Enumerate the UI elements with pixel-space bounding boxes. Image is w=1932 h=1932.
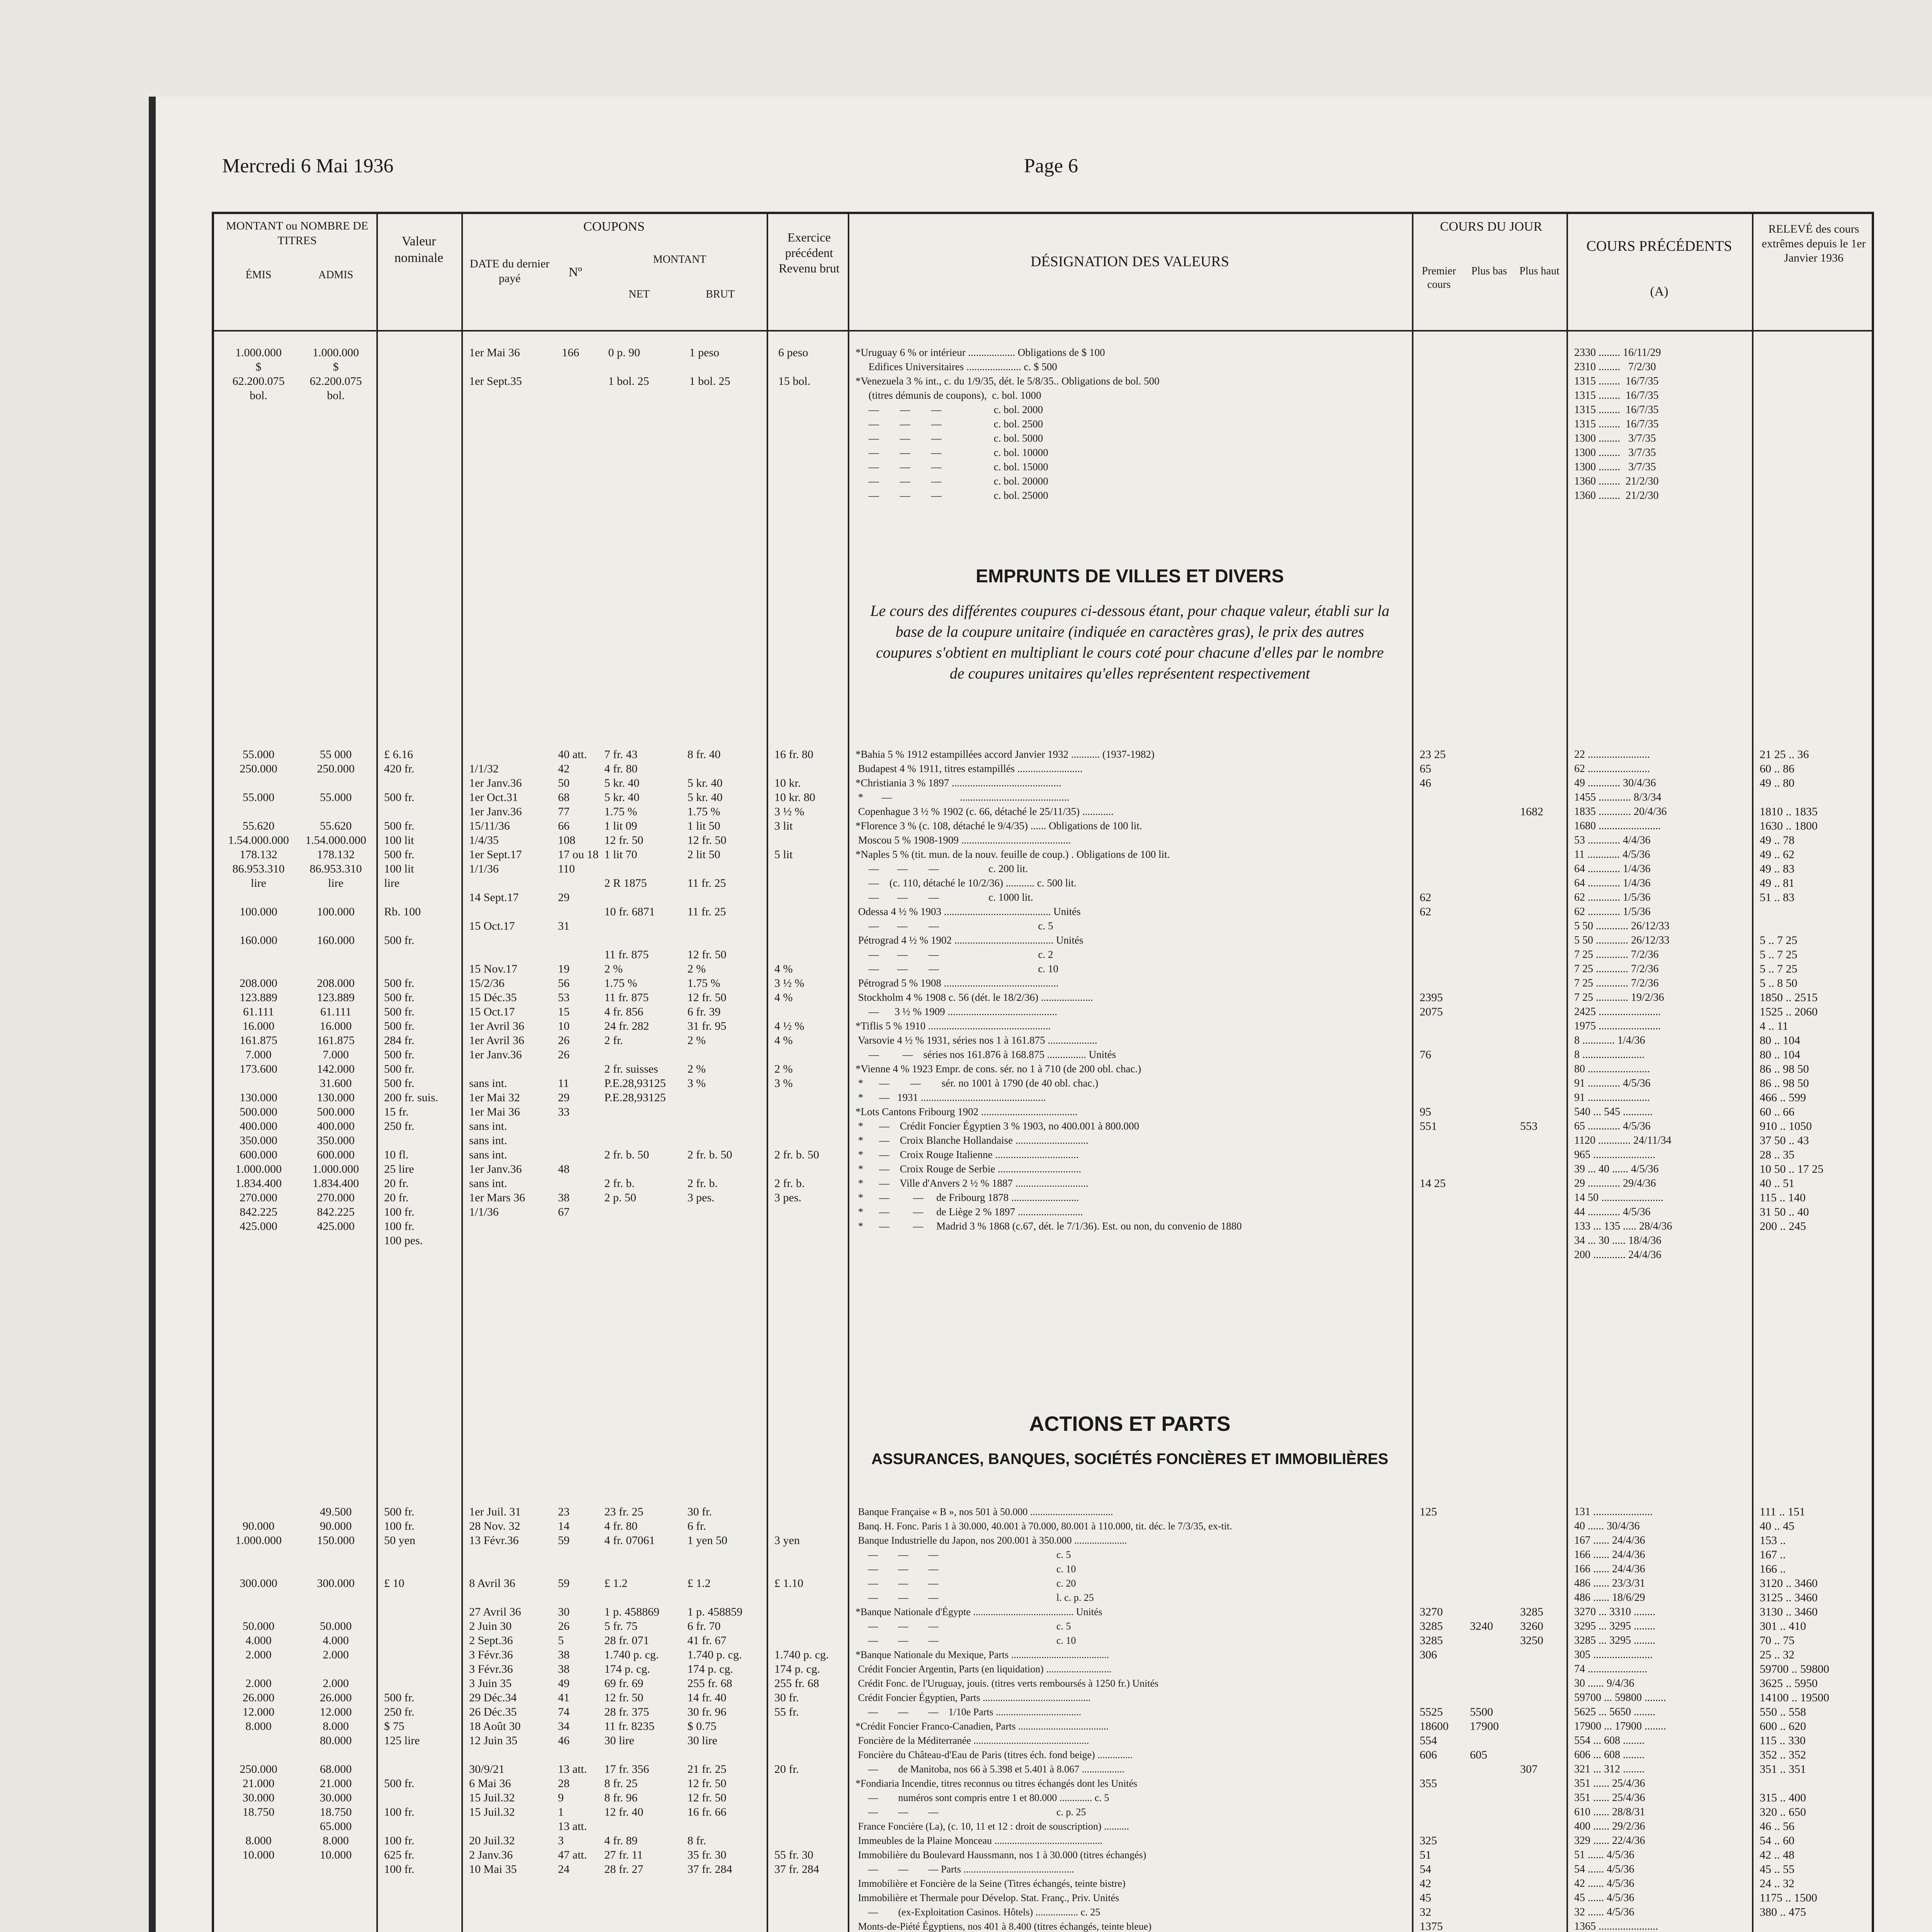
col-releve: RELEVÉ des cours extrêmes depuis le 1er Janvier 1936 (1762, 223, 1866, 264)
col-montant: MONTANT ou NOMBRE DE TITRES (226, 219, 368, 247)
col-rule (376, 214, 378, 1932)
block2-designation: *Bahia 5 % 1912 estampillées accord Janvier 1932 ........... (1937-1982) Budapest 4 % 1911, titres estampillés ......................... *Christiania 3 % 1897 .......................................... * — .......................................... Copenhague 3 ½ % 1902 (c. 66, détaché le 25/11/35) ............ *Florence 3 % (c. 108, détaché le 9/4/35) ...... Obligations de 100 lit. Moscou 5 % 1908-1909 .......................................... *Naples 5 % (tit. mun. de la nouv. feuille de coup.) . Obligations de 100 lit. — — — c. 200 lit. — (c. 110, détaché le 10/2/36) ........... c. 500 lit. — — — c. 1000 lit. Odessa 4 ½ % 1903 ......................................... Unités — — — c. 5 Pétrograd 4 ½ % 1902 ...................................... Unités — — — c. 2 — — — c. 10 Pétrograd 5 % 1908 ............................................ Stockholm 4 % 1908 c. 56 (dét. le 18/2/36) .................... — 3 ½ % 1909 .......................................... *Tiflis 5 % 1910 ............................................... Varsovie 4 ½ % 1931, séries nos 1 à 161.875 ................... — — séries nos 161.876 à 168.875 ............... Unités *Vienne 4 % 1923 Empr. de cons. sér. no 1 à 710 (de 200 obl. chac.) * — — sér. no 1001 à 1790 (de 40 obl. chac.) * — 1931 ................................................ *Lots Cantons Fribourg 1902 ..................................... * — Crédit Foncier Égyptien 3 % 1903, no 400.001 à 800.000 * — Croix Blanche Hollandaise ............................ * — Croix Rouge Italienne ................................ * — Croix Rouge de Serbie ................................ * — Ville d'Anvers 2 ½ % 1887 ............................ * — — de Fribourg 1878 .......................... * — — de Liège 2 % 1897 ......................... * — — Madrid 3 % 1868 (c.67, dét. le 7/1/36). Est. ou non, du convenio de 1880 (855, 748, 1242, 1232)
block3-date: 1er Juil. 31 28 Nov. 32 13 Févr.36 8 Avril 36 27 Avril 36 2 Juin 30 2 Sept.36 3 Févr.36 3 Févr.36 3 Juin 35 29 Déc.34 26 Déc.35 18 Août 30 12 Juin 35 30/9/21 6 Mai 36 15 Juil.32 15 Juil.32 20 Juil.32 2 Janv.36 10 Mai 35 (469, 1505, 521, 1876)
col-rule (1566, 214, 1568, 1932)
col-coupons: COUPONS (583, 219, 645, 234)
col-designation: DÉSIGNATION DES VALEURS (1031, 253, 1229, 270)
block2-net: 7 fr. 43 4 fr. 80 5 kr. 40 5 kr. 40 1.75 % 1 lit 09 12 fr. 50 1 lit 70 2 R 1875 10 fr. 6871 11 fr. 875 2 % 1.75 % 11 fr. 875 4 fr. 856 24 fr. 282 2 fr. 2 fr. suisses P.E.28,93125 P.E.28,93125 2 fr. b. 50 2 fr. b. 2 p. 50 (604, 748, 666, 1204)
block2-date: 1/1/32 1er Janv.36 1er Oct.31 1er Janv.36 15/11/36 1/4/35 1er Sept.17 1/1/36 14 Sept.17 15 Oct.17 15 Nov.17 15/2/36 15 Déc.35 15 Oct.17 1er Avril 36 1er Avril 36 1er Janv.36 sans int. 1er Mai 32 1er Mai 36 sans int. sans int. sans int. 1er Janv.36 sans int. 1er Mars 36 1/1/36 (469, 762, 525, 1218)
page-date: Mercredi 6 Mai 1936 (222, 155, 394, 177)
col-net: NET (628, 288, 650, 300)
block1-prec: 2330 ........ 16/11/29 2310 ........ 7/2/30 1315 ........ 16/7/35 1315 ........ 16/7/35 1315 ........ 16/7/35 1315 ........ 16/7/35 1300 ........ 3/7/35 1300 ........ 3/7/35 1300 ........ 3/7/35 1360 ........ 21/2/30 1360 ........ 21/2/30 (1574, 347, 1661, 502)
block1-admis: 1.000.000 $ 62.200.075 bol. (310, 346, 362, 402)
block1-net: 0 p. 90 1 bol. 25 (608, 346, 649, 388)
col-plus-haut: Plus haut (1519, 265, 1560, 277)
block2-exercice: 16 fr. 80 10 kr. 10 kr. 80 3 ½ % 3 lit 5 lit 4 % 3 ½ % 4 % 4 ½ % 4 % 2 % 3 % 2 fr. b. 50 2 fr. b. 3 pes. (774, 748, 819, 1204)
page-number: Page 6 (1024, 155, 1078, 177)
section-actions: ACTIONS ET PARTS (1029, 1412, 1231, 1435)
block3-releve: 111 .. 151 40 .. 45 153 .. 167 .. 166 .. 3120 .. 3460 3125 .. 3460 3130 .. 3460 301 .. 410 70 .. 75 25 .. 32 59700 .. 59800 3625 .. 5950 14100 .. 19500 550 .. 558 600 .. 620 115 .. 330 352 .. 352 351 .. 351 315 .. 400 320 .. 650 46 .. 56 54 .. 60 42 .. 48 45 .. 55 24 .. 32 1175 .. 1500 380 .. 475 (1760, 1505, 1829, 1918)
col-no: Nº (568, 265, 582, 279)
block3-brut: 30 fr. 6 fr. 1 yen 50 £ 1.2 1 p. 458859 6 fr. 70 41 fr. 67 1.740 p. cg. 174 p. cg. 255 fr. 68 14 fr. 40 30 fr. 96 $ 0.75 30 lire 21 fr. 25 12 fr. 50 12 fr. 50 16 fr. 66 8 fr. 35 fr. 30 37 fr. 284 (687, 1505, 743, 1876)
col-cours-prec: COURS PRÉCÉDENTS (1586, 238, 1732, 254)
block3-admis: 49.500 90.000 150.000 300.000 50.000 4.000 2.000 2.000 26.000 12.000 8.000 80.000 68.000 21.000 30.000 18.750 65.000 8.000 10.000 (317, 1505, 355, 1861)
block3-premier: 125 3270 3285 3285 306 5525 18600 554 606 355 325 51 54 42 45 32 1375 (1420, 1505, 1449, 1932)
block2-emis: 55.000 250.000 55.000 55.620 1.54.000.000 178.132 86.953.310 lire 100.000 160.000 208.000 123.889 61.111 16.000 161.875 7.000 173.600 130.000 500.000 400.000 350.000 600.000 1.000.000 1.834.400 270.000 842.225 425.000 (228, 748, 289, 1233)
col-rule (461, 214, 463, 1932)
col-rule (848, 214, 849, 1932)
col-cours-prec-a: (A) (1650, 284, 1668, 299)
col-admis: ADMIS (318, 269, 354, 281)
block1-emis: 1.000.000 $ 62.200.075 bol. (232, 346, 285, 402)
block2-releve: 21 25 .. 36 60 .. 86 49 .. 80 1810 .. 1835 1630 .. 1800 49 .. 78 49 .. 62 49 .. 83 49 .. 81 51 .. 83 5 .. 7 25 5 .. 7 25 5 .. 7 25 5 .. 8 50 1850 .. 2515 1525 .. 2060 4 .. 11 80 .. 104 80 .. 104 86 .. 98 50 86 .. 98 50 466 .. 599 60 .. 66 910 .. 1050 37 50 .. 43 28 .. 35 10 50 .. 17 25 40 .. 51 115 .. 140 31 50 .. 40 200 .. 245 (1760, 748, 1823, 1233)
block3-emis: 90.000 1.000.000 300.000 50.000 4.000 2.000 2.000 26.000 12.000 8.000 250.000 21.000 30.000 18.750 8.000 10.000 (235, 1520, 282, 1861)
col-rule (1752, 214, 1753, 1932)
block2-premier: 23 25 65 46 62 62 2395 2075 76 95 551 14 25 (1420, 748, 1446, 1190)
block1-no: 166 (562, 346, 579, 359)
col-montant-coupon: MONTANT (653, 253, 706, 265)
col-exercice: Exercice précédent Revenu brut (779, 230, 840, 275)
block2-haut: 1682 553 (1520, 805, 1543, 1133)
quotation-table (212, 212, 1874, 1932)
block1-exercice: 6 peso 15 bol. (778, 346, 811, 388)
block3-bas: 3240 5500 17900 605 (1470, 1620, 1499, 1761)
block2-brut: 8 fr. 40 5 kr. 40 5 kr. 40 1.75 % 1 lit 50 12 fr. 50 2 lit 50 11 fr. 25 11 fr. 25 12 fr. 50 2 % 1.75 % 12 fr. 50 6 fr. 39 31 fr. 95 2 % 2 % 3 % 2 fr. b. 50 2 fr. b. 3 pes. (687, 748, 732, 1204)
block3-no: 23 14 59 59 30 26 5 38 38 49 41 74 34 46 13 att. 28 9 1 13 att. 3 47 att. 24 (558, 1505, 587, 1876)
block1-brut: 1 peso 1 bol. 25 (689, 346, 730, 388)
col-date-coupon: DATE du dernier payé (469, 257, 550, 285)
block2-prec: 22 ....................... 62 ....................... 49 ............ 30/4/36 1455 ............ 8/3/34 1835 ............ 20/4/36 1680 ....................... 53 ............ 4/4/36 11 ............ 4/5/36 64 ............ 1/4/36 64 ............ 1/4/36 62 ............ 1/5/36 62 ............ 1/5/36 5 50 ............ 26/12/33 5 50 ............ 26/12/33 7 25 ............ 7/2/36 7 25 ............ 7/2/36 7 25 ............ 7/2/36 7 25 ............ 19/2/36 2425 ....................... 1975 ....................... 8 ............ 1/4/36 8 ....................... 80 ....................... 91 ............ 4/5/36 91 ....................... 540 ... 545 ........... 65 ............ 4/5/36 1120 ............ 24/11/34 965 ....................... 39 ... 40 ...... 4/5/36 29 ............ 29/4/36 14 50 ....................... 44 ............ 4/5/36 133 ... 135 ..... 28/4/36 34 ... 30 ..... 18/4/36 200 ............ 24/4/36 (1574, 748, 1672, 1261)
block3-exercice: 3 yen £ 1.10 1.740 p. cg. 174 p. cg. 255 fr. 68 30 fr. 55 fr. 20 fr. 55 fr. 30 37 fr. 284 (774, 1534, 829, 1876)
block2-admis: 55 000 250.000 55.000 55.620 1.54.000.000 178.132 86.953.310 lire 100.000 160.000 208.000 123.889 61.111 16.000 161.875 7.000 142.000 31.600 130.000 500.000 400.000 350.000 600.000 1.000.000 1.834.400 270.000 842.225 425.000 (305, 748, 366, 1233)
block1-date: 1er Mai 36 1er Sept.35 (469, 346, 522, 388)
col-cours-jour: COURS DU JOUR (1440, 219, 1543, 234)
col-plus-bas: Plus bas (1471, 265, 1507, 277)
block1-designation: *Uruguay 6 % or intérieur .................. Obligations de $ 100 Edifices Universitaires ..................... c. $ 500 *Venezuela 3 % int., c. du 1/9/35, dét. le 5/8/35.. Obligations de bol. 500 (titres démunis de coupons), c. bol. 1000 — — — c. bol. 2000 — — — c. bol. 2500 — — — c. bol. 5000 — — — c. bol. 10000 — — — c. bol. 15000 — — — c. bol. 20000 — — — c. bol. 25000 (855, 347, 1160, 501)
block3-designation: Banque Française « B », nos 501 à 50.000 ................................. Banq. H. Fonc. Paris 1 à 30.000, 40.001 à 70.000, 80.001 à 110.000, tit. déc. le 7/3/35, ex-tit. Banque Industrielle du Japon, nos 200.001 à 350.000 ..................... — — — c. 5 — — — c. 10 — — — c. 20 — — — l. c. p. 25 *Banque Nationale d'Égypte ........................................ Unités — — — c. 5 — — — c. 10 *Banque Nationale du Mexique, Parts ....................................... Crédit Foncier Argentin, Parts (en liquidation) .......................... Crédit Fonc. de l'Uruguay, jouis. (titres verts remboursés à 1250 fr.) Unités Crédit Foncier Égyptien, Parts ........................................... — — — 1/10e Parts .................................. *Crédit Foncier Franco-Canadien, Parts .................................... Foncière de la Méditerranée .............................................. Foncière du Château-d'Eau de Paris (titres éch. fond beige) .............. — de Manitoba, nos 66 à 5.398 et 5.401 à 8.067 ................. *Fondiaria Incendie, titres reconnus ou titres échangés dont les Unités — numéros sont compris entre 1 et 80.000 ............. c. 5 — — — c. p. 25 France Foncière (La), (c. 10, 11 et 12 : droit de souscription) .......... Immeubles de la Plaine Monceau ........................................... Immobilière du Boulevard Haussmann, nos 1 à 30.000 (titres échangés) — — — Parts ............................................ Immobilière et Foncière de la Seine (Titres échangés, teinte bistre) Immobilière et Thermale pour Dévelop. Stat. Franç., Priv. Unités — (ex-Exploitation Casinos. Hôtels) ................. c. 25 Monts-de-Piété Égyptiens, nos 401 à 8.400 (titres échangés, teinte bleue) (855, 1506, 1232, 1932)
col-emis: ÉMIS (245, 269, 272, 281)
block2-no: 40 att. 42 50 68 77 66 108 17 ou 18 110 29 31 19 56 53 15 10 26 26 11 29 33 48 38 67 (558, 748, 599, 1218)
block3-haut: 3285 3260 3250 307 (1520, 1605, 1543, 1776)
block3-valeur: 500 fr. 100 fr. 50 yen £ 10 500 fr. 250 fr. $ 75 125 lire 500 fr. 100 fr. 100 fr. 625 fr. 100 fr. (384, 1505, 420, 1876)
col-valeur: Valeur nominale (394, 234, 444, 265)
emprunts-note: Le cours des différentes coupures ci-dessous étant, pour chaque valeur, établi sur la base de la coupure unitaire (indiquée en caractères gras), le prix des autres coupures s'obtient en multipliant le cours coté pour chacune d'elles par le nombre de coupures unitaires qu'elles représentent respectivement (870, 602, 1389, 682)
col-brut: BRUT (706, 288, 735, 300)
col-premier: Premier cours (1422, 265, 1456, 291)
section-assurances: ASSURANCES, BANQUES, SOCIÉTÉS FONCIÈRES ET IMMOBILIÈRES (871, 1451, 1388, 1468)
section-emprunts: EMPRUNTS DE VILLES ET DIVERS (976, 566, 1284, 587)
header-rule (214, 330, 1872, 332)
block3-net: 23 fr. 25 4 fr. 80 4 fr. 07061 £ 1.2 1 p. 458869 5 fr. 75 28 fr. 071 1.740 p. cg. 174 p. cg. 69 fr. 69 12 fr. 50 28 fr. 375 11 fr. 8235 30 lire 17 fr. 356 8 fr. 25 8 fr. 96 12 fr. 40 4 fr. 89 27 fr. 11 28 fr. 27 (604, 1505, 660, 1876)
col-rule (767, 214, 768, 1932)
col-rule (1412, 214, 1413, 1932)
block3-prec: 131 ...................... 40 ...... 30/4/36 167 ...... 24/4/36 166 ...... 24/4/36 166 ...... 24/4/36 486 ...... 23/3/31 486 ...... 18/6/29 3270 ... 3310 ........ 3295 ... 3295 ........ 3285 ... 3295 ........ 305 ...................... 74 ...................... 30 ...... 9/4/36 59700 ... 59800 ........ 5625 ... 5650 ........ 17900 ... 17900 ........ 554 ... 608 ........ 606 ... 608 ........ 321 ... 312 ........ 351 ...... 25/4/36 351 ...... 25/4/36 610 ...... 28/8/31 400 ...... 29/2/36 329 ...... 22/4/36 51 ...... 4/5/36 54 ...... 4/5/36 42 ...... 4/5/36 45 ...... 4/5/36 32 ...... 4/5/36 1365 ...................... (1574, 1506, 1666, 1932)
block2-valeur: £ 6.16 420 fr. 500 fr. 500 fr. 100 lit 500 fr. 100 lit lire Rb. 100 500 fr. 500 fr. 500 fr. 500 fr. 500 fr. 284 fr. 500 fr. 500 fr. 500 fr. 200 fr. suis. 15 fr. 250 fr. 10 fl. 25 lire 20 fr. 20 fr. 100 fr. 100 fr. 100 pes. (384, 748, 439, 1247)
